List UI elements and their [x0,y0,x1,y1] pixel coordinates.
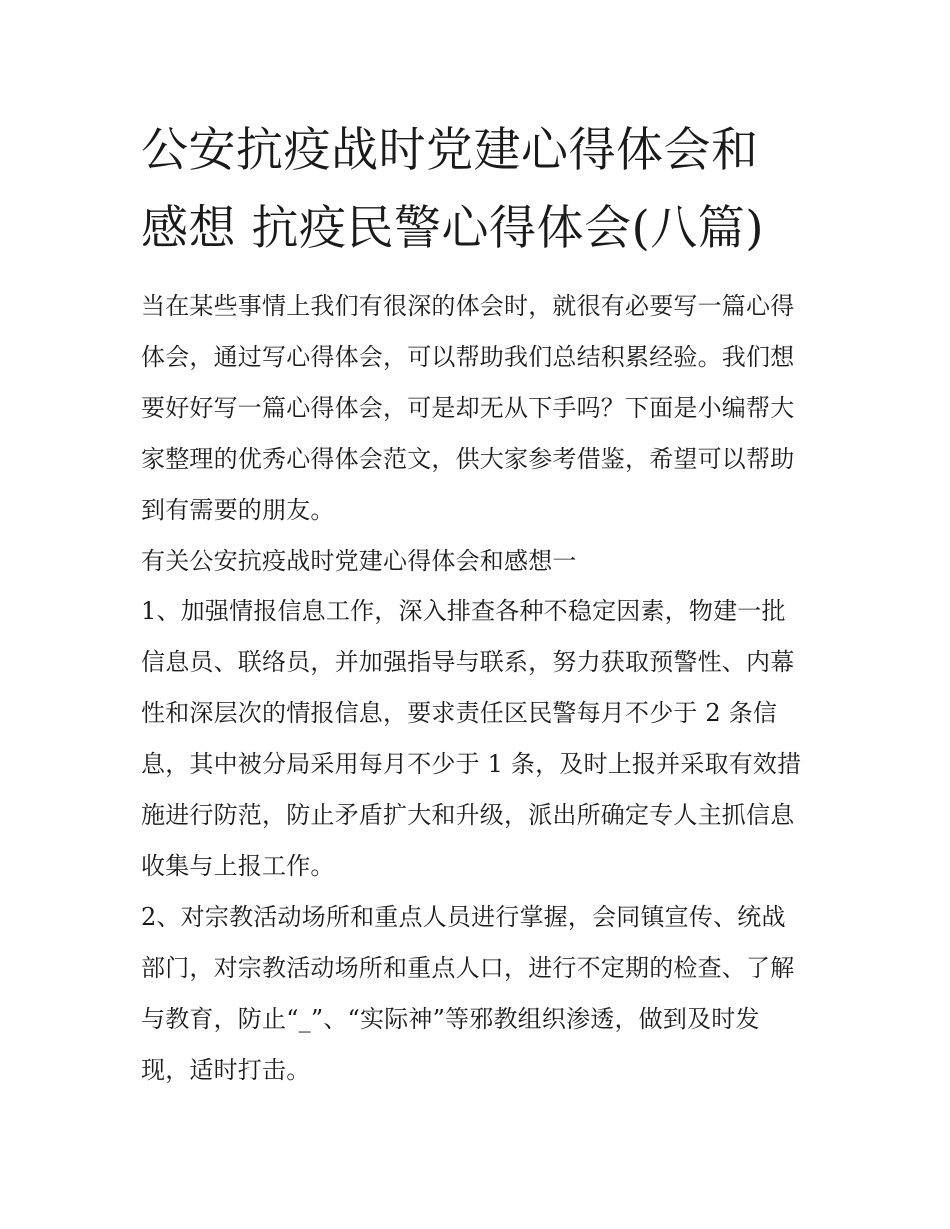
body-line: 家整理的优秀心得体会范文，供大家参考借鉴，希望可以帮助 [141,444,795,473]
body-line: 施进行防范，防止矛盾扩大和升级，派出所确定专人主抓信息 [141,801,795,830]
body-line: 与教育，防止“_”、“实际神”等邪教组织渗透，做到及时发 [141,1004,760,1033]
body-line: 体会，通过写心得体会，可以帮助我们总结积累经验。我们想 [141,342,795,371]
body-line: 部门，对宗教活动场所和重点人口，进行不定期的检查、了解 [141,953,795,982]
body-line: 当在某些事情上我们有很深的体会时，就很有必要写一篇心得 [141,292,795,320]
document-title [141,112,841,268]
body-line: 到有需要的朋友。 [141,495,335,524]
body-line: 信息员、联络员，并加强指导与联系，努力获取预警性、内幕 [141,648,795,677]
body-line: 1、加强情报信息工作，深入排查各种不稳定因素，物建一批 [141,597,786,626]
body-line: 现，适时打击。 [141,1055,311,1084]
body-line: 2、对宗教活动场所和重点人员进行掌握，会同镇宣传、统战 [141,902,786,931]
section-heading: 有关公安抗疫战时党建心得体会和感想一 [141,546,577,575]
title-line-2: 感想 抗疫民警心得体会(八篇) [141,201,765,256]
body-line: 性和深层次的情报信息，要求责任区民警每月不少于 2 条信 [141,699,778,728]
title-line-1: 公安抗疫战时党建心得体会和 [141,123,759,178]
body-line: 要好好写一篇心得体会，可是却无从下手吗？下面是小编帮大 [141,393,795,422]
body-line: 息，其中被分局采用每月不少于 1 条，及时上报并采取有效措 [141,750,802,779]
document-body [141,281,841,1096]
body-line: 收集与上报工作。 [141,851,335,880]
